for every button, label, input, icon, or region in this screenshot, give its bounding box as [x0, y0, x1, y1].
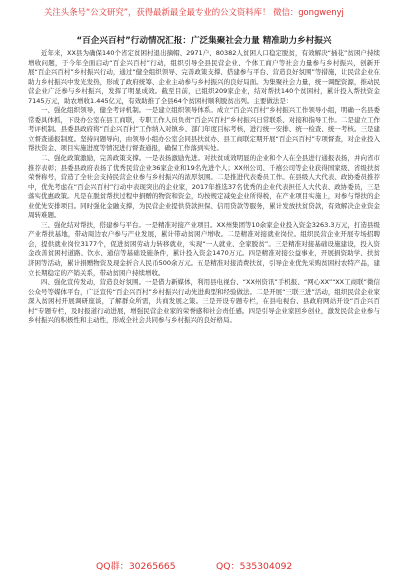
- paragraph-section-4: 四、强化宣传发动，营造良好氛围。一是借力新媒体，利用县电视台、“XX州资讯”手机报、“网心XX”“XX工商联”微信公众号等媒体平台，广泛宣传“百企兴百村”乡村振兴行动先进典型和经验做法。二是开展“三联三进”活动，组织民营企业家深入贫困村开展调研座谈，了解群众所需，共商发展之策。三是开设专题专栏，在县电视台、县政府网站开设“百企兴百村”专题专栏，及时报道行动进展，增强民营企业家的荣誉感和社会责任感。四是引导企业家回乡创业，激发民营企业参与乡村振兴的积极性和主动性，形成全社会共同参与乡村振兴的良好格局。: [28, 278, 380, 325]
- paragraph-section-3: 三、强化结对帮扶，搭建参与平台。一是精准对接产业项目。XX州集团等10余家企业投入资金3263.3万元，打造县级产业帮扶基地，带动周边农户参与产业发展，累计带动贫困户增收。二是精准对接就业岗位。组织民营企业开展专场招聘会，提供就业岗位3177个，促进贫困劳动力转移就业，实现“一人就业、全家脱贫”。三是精准对接基础设施建设，投入资金改善贫困村道路、饮水、通信等基础设施条件，累计投入资金1470万元。四是精准对接公益事业，开展捐资助学、扶贫济困等活动，累计捐赠物资及现金折合人民币500余万元。五是精准对接消费扶贫，引导企业优先采购贫困村农特产品，建立长期稳定的产销关系，带动贫困户持续增收。: [28, 220, 380, 277]
- qq-contact-link[interactable]: QQ：535304092: [216, 561, 293, 572]
- paragraph-section-1: 一、强化组织领导，健全考评机制。一是建立组织领导体系。成立“百企兴百村”乡村振兴工作领导小组，明确一名县委常委具体抓，下设办公室在县工商联，专职工作人员负责“百企兴百村”乡村振兴日常联系、对接和指导工作。二是建立工作考评机制。县委县政府将“百企兴百村”工作纳入对镇乡、部门年度目标考核，进行统一安排、统一检查、统一考核。三是建立督查通报制度。坚持问题导向，由领导小组办公室会同县扶贫办、县工商联定期开展“百企兴百村”专项督查，对企业投入帮扶资金、项目实施进度等情况进行督查通报，确保工作落到实处。: [28, 106, 380, 153]
- paragraph-section-2: 二、强化政策激励，完善政策支撑。一是表扬激励先进。对扶贫成效明显的企业和个人在全县进行通报表扬，并向省市推荐表彰；县委县政府表扬了优秀民营企业36家企业和19名先进个人；XX州公司、千禧公司等企业获得国家级、省级扶贫荣誉称号，营造了全社会支持民营企业参与乡村振兴的浓厚氛围。二是推进代表委员工作。在县级人大代表、政协委员推荐中，优先考虑在“百企兴百村”行动中表现突出的企业家，2017年推选37名优秀的企业代表担任人大代表、政协委员，三是落实优惠政策。凡是在脱贫帮扶过程中捐赠的物资和资金，均按规定减免企业所得税，在产业项目实施上，对参与帮扶的企业优先安排项目。同时强化金融支撑，为民营企业提供贷款担保、信用贷款等服务，累计发放扶贫贷款，有效解决企业资金周转难题。: [28, 154, 380, 220]
- paragraph-intro: 近年来，XX县为确保140个省定贫困村退出摘帽、2971户、80382人贫困人口稳定脱贫，有效解决“插花”贫困户持续增收问题，于今年全面启动“百企兴百村”行动，组织引导全县民营企业、个体工商户等社会力量参与乡村振兴，创新开展“百企兴百村”乡村振兴行动，通过“健全组织领导、完善政策支撑、搭建参与平台、营造良好氛围”等措施，让民营企业在助力乡村振兴中发光发热，形成了政府统筹、企业主动参与乡村振兴的良好局面。为集聚社会力量，统一调配资源，推动民营企业广泛参与乡村振兴，发挥了明显成效。截至目前，已组织209家企业，结对帮扶140个贫困村，累计投入帮扶资金7145万元，助农增收1.445亿元，有效助推了全县64个贫困村顺利脱贫出列。主要做法是：: [28, 49, 380, 105]
- footer-bar: [0, 552, 408, 576]
- header-banner: [0, 0, 408, 26]
- banner-text: 关注头条号“公文研究”，获得最新最全最专业的公文资料库！ 微信：gongwenyj: [44, 7, 344, 17]
- qq-group-link[interactable]: QQ群：30265665: [96, 561, 176, 572]
- document-title: “百企兴百村”行动情况汇报：广泛集聚社会力量 精准助力乡村振兴: [76, 36, 332, 46]
- document-page: [28, 34, 380, 326]
